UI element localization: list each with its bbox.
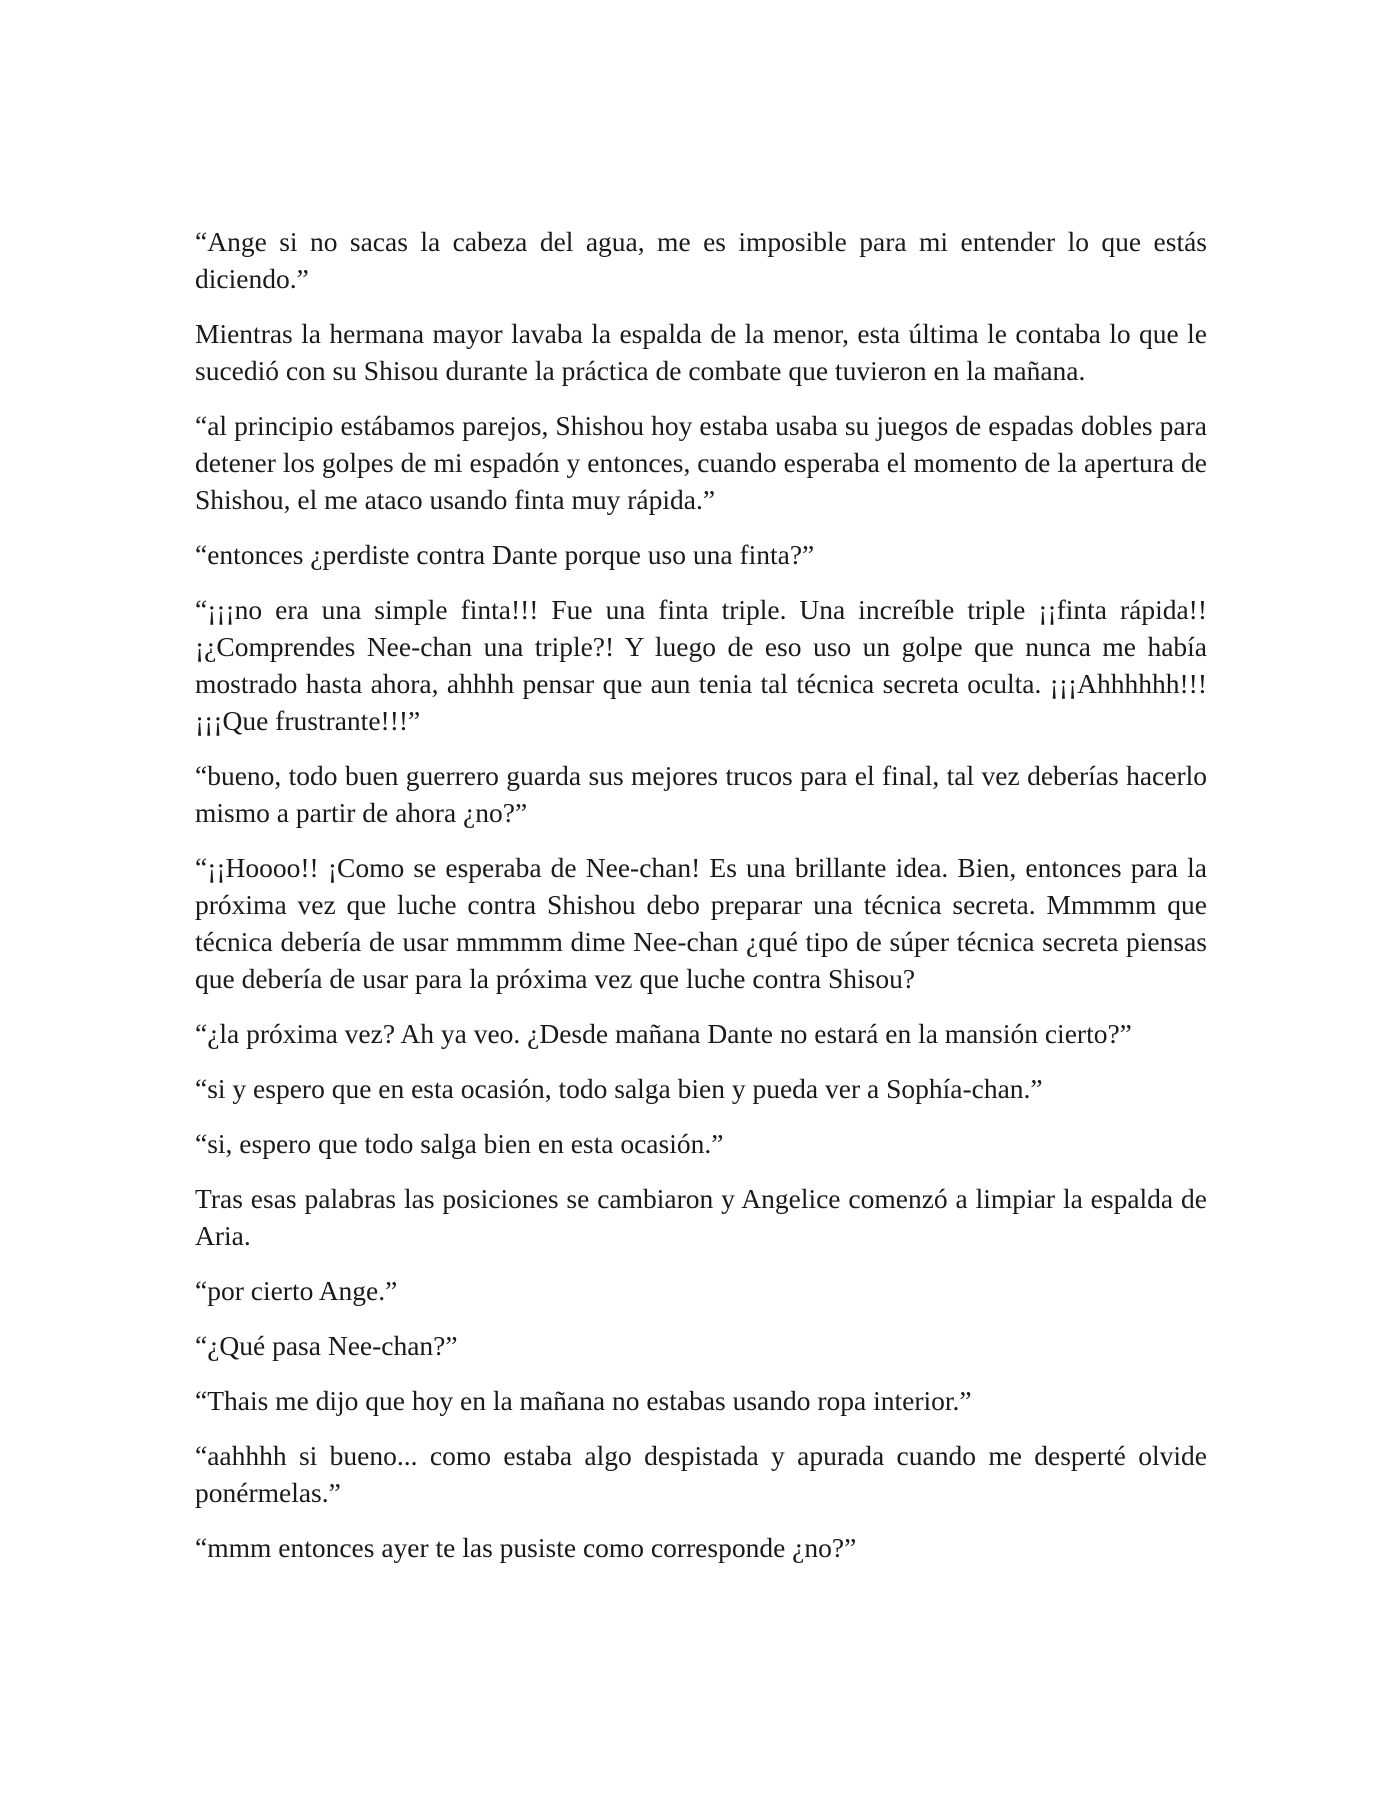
paragraph: “¿la próxima vez? Ah ya veo. ¿Desde mañana Dante no estará en la mansión cierto?”: [195, 1018, 1132, 1049]
paragraph: “si, espero que todo salga bien en esta ocasión.”: [195, 1128, 724, 1159]
paragraph: “mmm entonces ayer te las pusiste como corresponde ¿no?”: [195, 1532, 857, 1563]
paragraph: “aahhhh si bueno... como estaba algo despistada y apurada cuando me desperté olvide ponérmelas.”: [195, 1440, 1207, 1508]
paragraph: “por cierto Ange.”: [195, 1275, 398, 1306]
paragraph: “bueno, todo buen guerrero guarda sus mejores trucos para el final, tal vez deberías hacerlo mismo a partir de ahora ¿no?”: [195, 760, 1207, 828]
document-page: [195, 223, 1207, 1584]
paragraph: Mientras la hermana mayor lavaba la espalda de la menor, esta última le contaba lo que le sucedió con su Shisou durante la práctica de combate que tuvieron en la mañana.: [195, 318, 1207, 386]
paragraph: “si y espero que en esta ocasión, todo salga bien y pueda ver a Sophía-chan.”: [195, 1073, 1043, 1104]
paragraph: “¡¡Hoooo!! ¡Como se esperaba de Nee-chan! Es una brillante idea. Bien, entonces para la próxima vez que luche contra Shishou debo preparar una técnica secreta. Mmmmm que técnica debería de usar mmmmm dime Nee-chan ¿qué tipo de súper técnica secreta piensas que debería de usar para la próxima vez que luche contra Shisou?: [195, 852, 1207, 994]
paragraph: “¡¡¡no era una simple finta!!! Fue una finta triple. Una increíble triple ¡¡finta rápida!! ¡¿Comprendes Nee-chan una triple?! Y luego de eso uso un golpe que nunca me había mostrado hasta ahora, ahhhh pensar que aun tenia tal técnica secreta oculta. ¡¡¡Ahhhhhh!!! ¡¡¡Que frustrante!!!”: [195, 594, 1207, 736]
paragraph: Tras esas palabras las posiciones se cambiaron y Angelice comenzó a limpiar la espalda de Aria.: [195, 1183, 1207, 1251]
paragraph: “Thais me dijo que hoy en la mañana no estabas usando ropa interior.”: [195, 1385, 972, 1416]
paragraph: “al principio estábamos parejos, Shishou hoy estaba usaba su juegos de espadas dobles para detener los golpes de mi espadón y entonces, cuando esperaba el momento de la apertura de Shishou, el me ataco usando finta muy rápida.”: [195, 410, 1207, 515]
paragraph: “¿Qué pasa Nee-chan?”: [195, 1330, 458, 1361]
paragraph: “entonces ¿perdiste contra Dante porque uso una finta?”: [195, 539, 815, 570]
paragraph: “Ange si no sacas la cabeza del agua, me es imposible para mi entender lo que estás diciendo.”: [195, 226, 1207, 294]
